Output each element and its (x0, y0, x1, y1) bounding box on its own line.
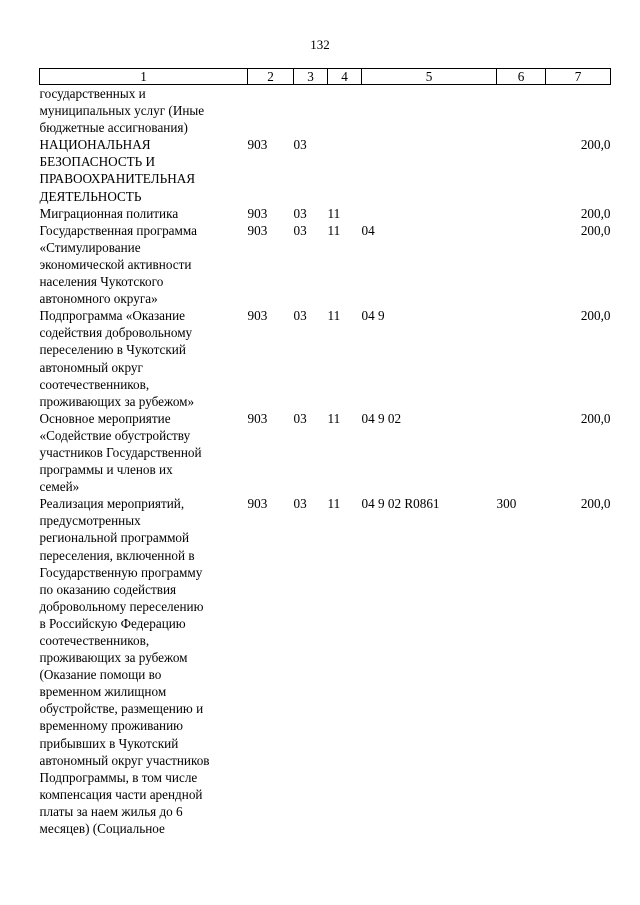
row-name: государственных и муниципальных услуг (Иные бюджетные ассигнования) (39, 86, 205, 136)
row-code-expense-type (497, 85, 546, 137)
header-row (40, 69, 611, 85)
row-code-target: 04 9 (361, 308, 385, 324)
row-amount: 200,0 (580, 410, 611, 426)
budget-table (39, 68, 611, 837)
row-code-expense-type (497, 410, 546, 495)
row-code-target (362, 136, 497, 204)
row-code-section: 03 (293, 222, 307, 238)
table-header (40, 69, 611, 85)
row-amount (546, 85, 611, 137)
row-name: Миграционная политика (39, 205, 179, 221)
table-row (40, 205, 611, 222)
row-code-subsection: 11 (327, 496, 341, 512)
table-row (40, 307, 611, 410)
row-amount: 200,0 (580, 205, 611, 221)
row-code-section: 03 (293, 308, 307, 324)
row-code-section: 03 (293, 205, 307, 221)
table-row (40, 136, 611, 204)
row-name: Подпрограмма «Оказание содействия добровольному переселению в Чукотский автономный округ соотечественников, проживающих за рубежом» (39, 308, 195, 409)
row-code-section (294, 85, 328, 137)
table-row (40, 495, 611, 837)
row-code-admin: 903 (247, 205, 268, 221)
row-name: Государственная программа «Стимулирование экономической активности населения Чукотского автономного округа» (39, 222, 197, 307)
row-name: Реализация мероприятий, предусмотренных региональной программой переселения, включенной в Государственную программу по оказанию содействия добровольному переселению в Российскую Федерацию соотечественников, проживающих за рубежом (Оказание помощи во временном жилищном обустройстве, размещению и временному проживанию прибывших в Чукотский автономный округ участников Подпрограммы, в том числе компенсация части арендной платы за наем жилья до 6 месяцев) (Социальное (39, 496, 210, 837)
table-row (40, 222, 611, 307)
table-row (40, 410, 611, 495)
row-amount: 200,0 (580, 496, 611, 512)
row-code-expense-type (497, 307, 546, 410)
row-code-section: 03 (293, 137, 307, 153)
row-code-admin: 903 (247, 410, 268, 426)
row-code-admin: 903 (247, 308, 268, 324)
header-col-7: 7 (546, 69, 611, 85)
row-code-subsection: 11 (327, 205, 341, 221)
header-col-6: 6 (497, 69, 546, 85)
row-code-section: 03 (293, 496, 307, 512)
header-col-3: 3 (294, 69, 328, 85)
row-code-subsection (328, 136, 362, 204)
row-name: НАЦИОНАЛЬНАЯ БЕЗОПАСНОСТЬ И ПРАВООХРАНИТЕЛЬНАЯ ДЕЯТЕЛЬНОСТЬ (39, 137, 196, 204)
header-col-2: 2 (248, 69, 294, 85)
row-code-section: 03 (293, 410, 307, 426)
row-code-admin: 903 (247, 222, 268, 238)
table-body (40, 85, 611, 838)
page-number: 132 (310, 37, 330, 52)
row-amount: 200,0 (580, 222, 611, 238)
row-code-expense-type (497, 205, 546, 222)
row-code-expense-type (497, 136, 546, 204)
row-code-target (362, 205, 497, 222)
row-code-subsection: 11 (327, 222, 341, 238)
row-code-target: 04 9 02 (361, 410, 402, 426)
row-code-subsection: 11 (327, 308, 341, 324)
row-code-admin: 903 (247, 137, 268, 153)
header-col-1: 1 (40, 69, 248, 85)
row-code-subsection (328, 85, 362, 137)
row-code-target (362, 85, 497, 137)
table-row (40, 85, 611, 137)
header-col-5: 5 (362, 69, 497, 85)
row-code-target: 04 9 02 R0861 (361, 496, 440, 512)
row-code-admin (248, 85, 294, 137)
row-name: Основное мероприятие «Содействие обустройству участников Государственной программы и членов их семей» (39, 410, 202, 495)
row-code-target: 04 (361, 222, 375, 238)
row-amount: 200,0 (580, 308, 611, 324)
header-col-4: 4 (328, 69, 362, 85)
row-code-expense-type (497, 222, 546, 307)
row-code-expense-type: 300 (496, 496, 517, 512)
row-amount: 200,0 (580, 137, 611, 153)
row-code-admin: 903 (247, 496, 268, 512)
row-code-subsection: 11 (327, 410, 341, 426)
